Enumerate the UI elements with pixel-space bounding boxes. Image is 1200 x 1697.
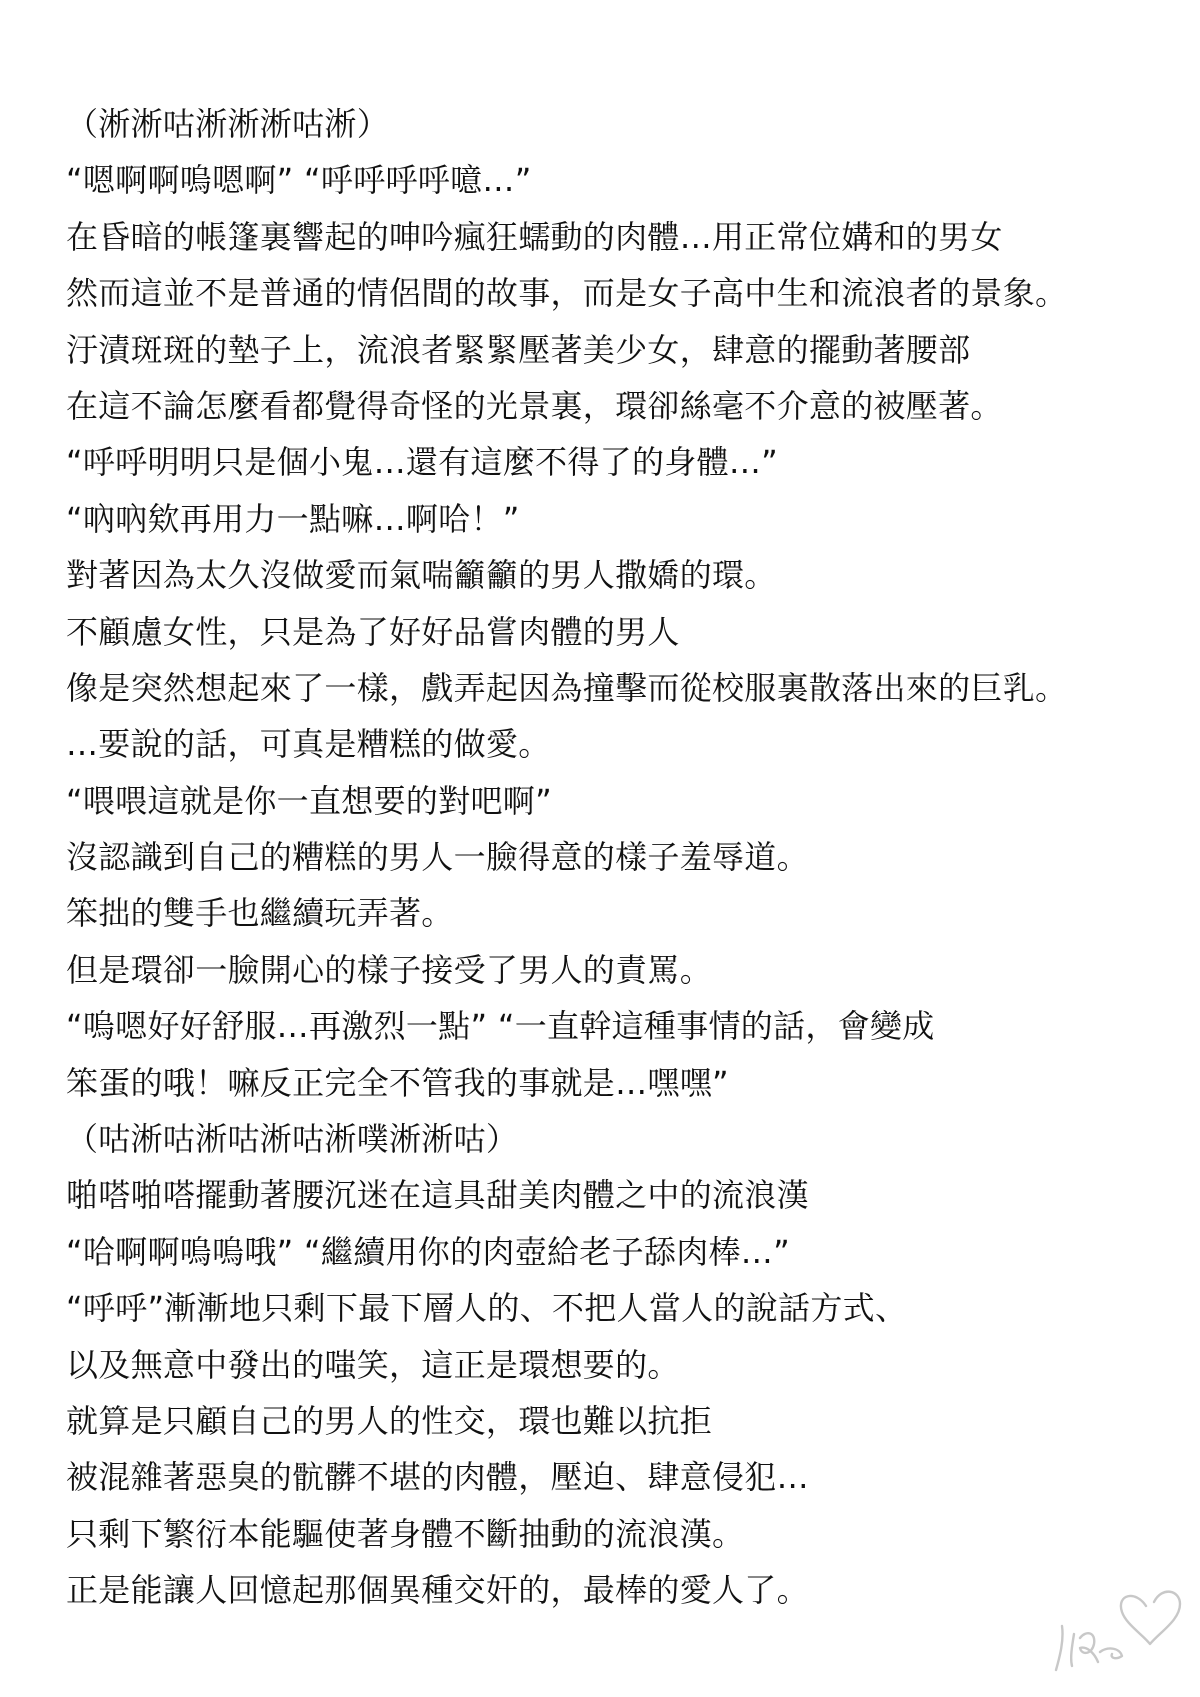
text-line: 汙漬斑斑的墊子上，流浪者緊緊壓著美少女，肆意的擺動著腰部 (66, 330, 971, 369)
text-line: “哈啊啊嗚嗚哦” “繼續用你的肉壺給老子舔肉棒…” (66, 1232, 790, 1271)
text-line: 被混雜著惡臭的骯髒不堪的肉體，壓迫、肆意侵犯… (66, 1458, 809, 1497)
story-text (66, 96, 1186, 1619)
text-line: 對著因為太久沒做愛而氣喘籲籲的男人撒嬌的環。 (66, 556, 777, 595)
text-line: “嗯啊啊嗚嗯啊” “呼呼呼呼噫…” (66, 161, 532, 200)
text-line: （淅淅咕淅淅淅咕淅） (66, 105, 390, 143)
text-line: 然而這並不是普通的情侶間的故事，而是女子高中生和流浪者的景象。 (66, 274, 1068, 313)
text-line: …要說的話，可真是糟糕的做愛。 (66, 725, 551, 764)
text-line: 沒認識到自己的糟糕的男人一臉得意的樣子羞辱道。 (66, 838, 809, 877)
handwritten-signature-icon (1050, 1568, 1190, 1678)
text-line: 以及無意中發出的嗤笑，這正是環想要的。 (66, 1345, 680, 1384)
text-line: 笨蛋的哦！嘛反正完全不管我的事就是…嘿嘿” (66, 1063, 729, 1102)
text-line: “呼呼明明只是個小鬼…還有這麼不得了的身體…” (66, 443, 779, 482)
text-line: “喂喂這就是你一直想要的對吧啊” (66, 781, 552, 820)
text-line: 但是環卻一臉開心的樣子接受了男人的責罵。 (66, 950, 713, 989)
text-line: “呼呼”漸漸地只剩下最下層人的、不把人當人的說話方式、 (66, 1289, 908, 1328)
text-line: 正是能讓人回憶起那個異種交奸的，最棒的愛人了。 (66, 1571, 809, 1610)
text-line: 就算是只顧自己的男人的性交，環也難以抗拒 (66, 1401, 713, 1440)
text-line: 不顧慮女性，只是為了好好品嘗肉體的男人 (66, 612, 680, 651)
text-line: 像是突然想起來了一樣，戲弄起因為撞擊而從校服裏散落出來的巨乳。 (66, 668, 1068, 707)
text-line: “吶吶欸再用力一點嘛…啊哈！” (66, 499, 520, 538)
text-line: 在昏暗的帳篷裏響起的呻吟瘋狂蠕動的肉體…用正常位媾和的男女 (66, 217, 1003, 256)
text-line: 啪嗒啪嗒擺動著腰沉迷在這具甜美肉體之中的流浪漢 (66, 1176, 809, 1215)
text-line: 在這不論怎麼看都覺得奇怪的光景裏，環卻絲毫不介意的被壓著。 (66, 386, 1003, 425)
text-line: 只剩下繁衍本能驅使著身體不斷抽動的流浪漢。 (66, 1514, 745, 1553)
text-line: 笨拙的雙手也繼續玩弄著。 (66, 894, 454, 933)
text-line: “嗚嗯好好舒服…再激烈一點” “一直幹這種事情的話，會變成 (66, 1007, 935, 1046)
text-line: （咕淅咕淅咕淅咕淅噗淅淅咕） (66, 1120, 519, 1159)
